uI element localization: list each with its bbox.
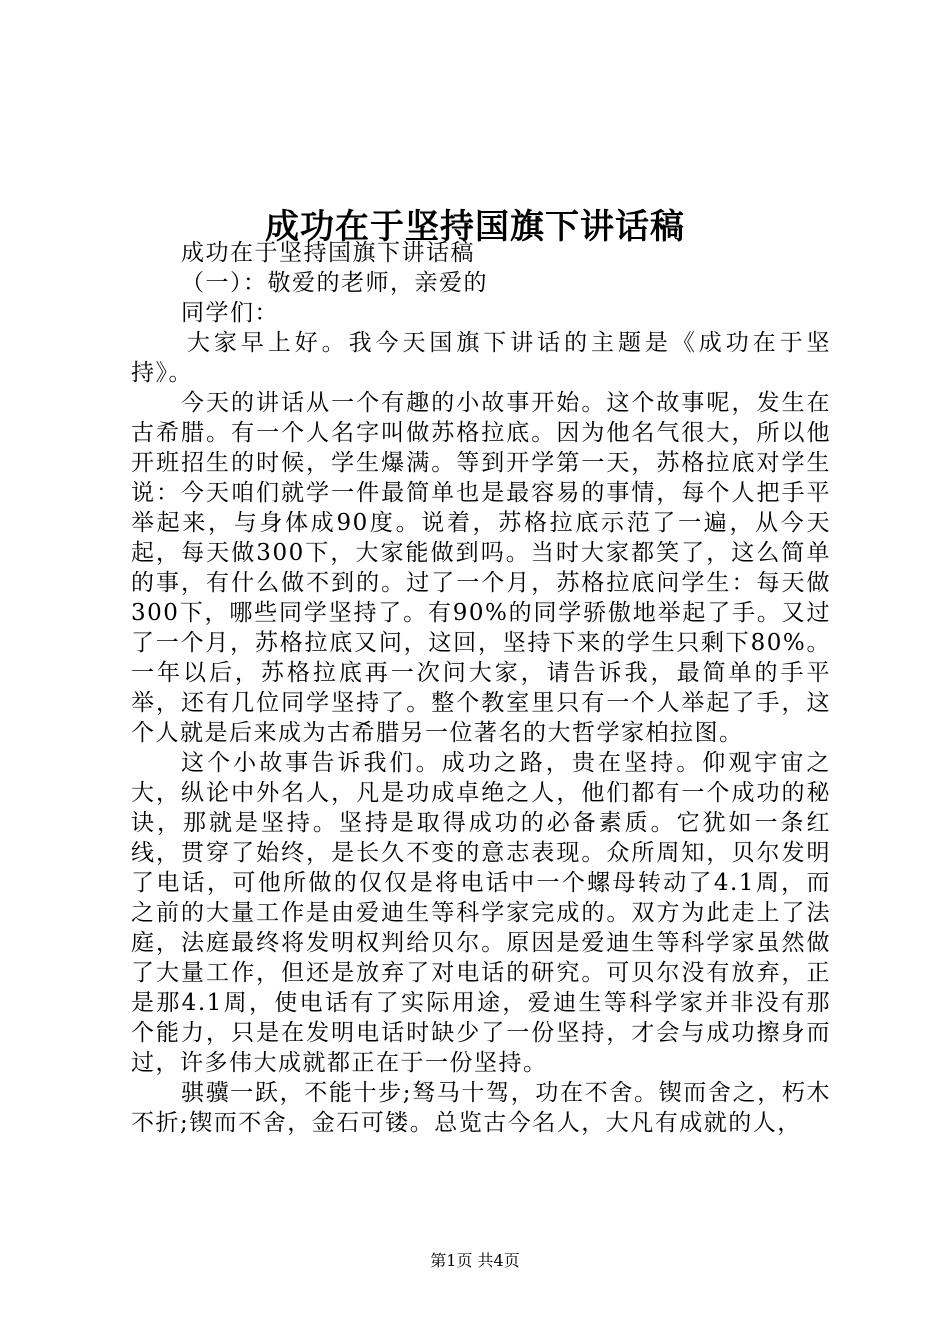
document-title: 成功在于坚持国旗下讲话稿 <box>265 206 685 247</box>
paragraph-subtitle: 成功在于坚持国旗下讲话稿 <box>181 240 475 266</box>
document-body <box>131 238 831 1138</box>
paragraph-salutation: 同学们： <box>181 300 279 326</box>
paragraph-proverb: 骐骥一跃，不能十步;驽马十驾，功在不舍。锲而舍之，朽木不折;锲而不舍，金石可镂。总览古今名人，大凡有成就的人， <box>131 1080 831 1136</box>
page-footer: 第1页 共4页 <box>430 1251 520 1270</box>
paragraph-greeting: 大家早上好。我今天国旗下讲话的主题是《成功在于坚持》。 <box>131 330 831 386</box>
paragraph-lesson: 这个小故事告诉我们。成功之路，贵在坚持。仰观宇宙之大，纵论中外名人，凡是功成卓绝之人，他们都有一个成功的秘诀，那就是坚持。坚持是取得成功的必备素质。它犹如一条红线，贯穿了始终，是长久不变的意志表现。众所周知，贝尔发明了电话，可他所做的仅仅是将电话中一个螺母转动了4.1周，而之前的大量工作是由爱迪生等科学家完成的。双方为此走上了法庭，法庭最终将发明权判给贝尔。原因是爱迪生等科学家虽然做了大量工作，但还是放弃了对电话的研究。可贝尔没有放弃，正是那4.1周，使电话有了实际用途，爱迪生等科学家并非没有那个能力，只是在发明电话时缺少了一份坚持，才会与成功擦身而过，许多伟大成就都正在于一份坚持。 <box>131 750 831 1076</box>
paragraph-story: 今天的讲话从一个有趣的小故事开始。这个故事呢，发生在古希腊。有一个人名字叫做苏格拉底。因为他名气很大，所以他开班招生的时候，学生爆满。等到开学第一天，苏格拉底对学生说：今天咱们就学一件最简单也是最容易的事情，每个人把手平举起来，与身体成90度。说着，苏格拉底示范了一遍，从今天起，每天做300下，大家能做到吗。当时大家都笑了，这么简单的事，有什么做不到的。过了一个月，苏格拉底问学生：每天做300下，哪些同学坚持了。有90%的同学骄傲地举起了手。又过了一个月，苏格拉底又问，这回，坚持下来的学生只剩下80%。一年以后，苏格拉底再一次问大家，请告诉我，最简单的手平举，还有几位同学坚持了。整个教室里只有一个人举起了手，这个人就是后来成为古希腊另一位著名的大哲学家柏拉图。 <box>131 390 831 746</box>
paragraph-section-heading: （一）：敬爱的老师，亲爱的 <box>181 270 488 296</box>
